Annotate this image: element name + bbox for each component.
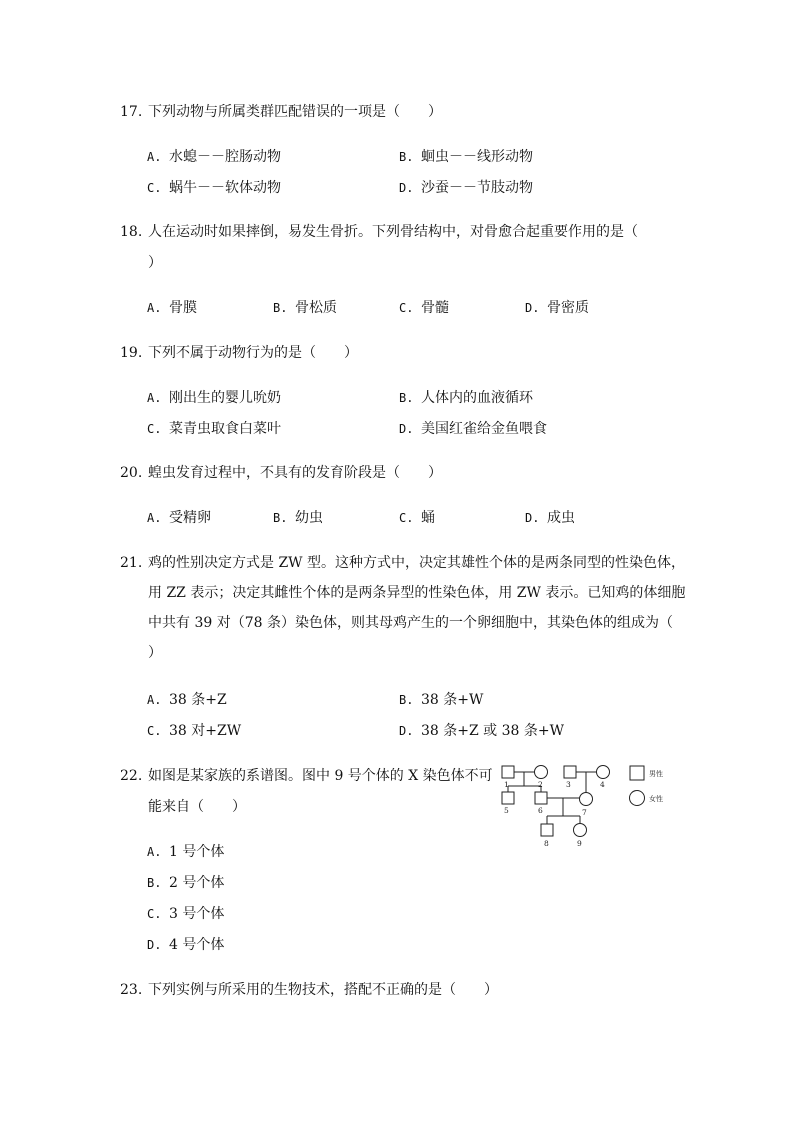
- option-a: A. 水螅－－腔肠动物: [147, 149, 281, 165]
- question-text: ）: [148, 255, 162, 271]
- pedigree-number: 7: [582, 808, 587, 817]
- option-a: A. 38 条+Z: [147, 692, 227, 708]
- question-text: 蝗虫发育过程中，不具有的发育阶段是（ ）: [148, 465, 442, 481]
- pedigree-number: 6: [538, 806, 543, 815]
- option-c: C. 38 对+ZW: [147, 723, 242, 739]
- question-text: 鸡的性别决定方式是 ZW 型。这种方式中，决定其雄性个体的是两条同型的性染色体，: [148, 555, 686, 571]
- option-c: C. 骨髓: [399, 300, 449, 316]
- male-symbol: [541, 824, 553, 836]
- pedigree-number: 8: [544, 839, 549, 848]
- question-number: 20.: [120, 465, 143, 481]
- option-b: B. 2 号个体: [147, 875, 225, 891]
- pedigree-number: 3: [566, 780, 571, 789]
- question-text: 用 ZZ 表示；决定其雌性个体的是两条异型的性染色体，用 ZW 表示。已知鸡的体细胞: [148, 585, 686, 601]
- option-b: B. 幼虫: [273, 510, 323, 526]
- question-number: 19.: [120, 345, 143, 361]
- option-d: D. 骨密质: [525, 300, 589, 316]
- option-b: B. 骨松质: [273, 300, 337, 316]
- female-symbol: [574, 824, 587, 837]
- question-text: 能来自（ ）: [148, 799, 246, 815]
- option-c: C. 蛹: [399, 510, 435, 526]
- option-c: C. 菜青虫取食白菜叶: [147, 421, 281, 437]
- legend-female-label: 女性: [649, 795, 663, 803]
- male-symbol: [564, 766, 576, 778]
- option-d: D. 沙蚕－－节肢动物: [399, 180, 533, 196]
- female-symbol: [535, 766, 548, 779]
- question-text: 如图是某家族的系谱图。图中 9 号个体的 X 染色体不可: [148, 768, 493, 784]
- option-d: D. 38 条+Z 或 38 条+W: [399, 723, 565, 739]
- question-text: 人在运动时如果摔倒，易发生骨折。下列骨结构中，对骨愈合起重要作用的是（: [148, 224, 638, 240]
- option-d: D. 成虫: [525, 510, 575, 526]
- option-d: D. 4 号个体: [147, 937, 225, 953]
- pedigree-number: 4: [600, 780, 605, 789]
- option-a: A. 骨膜: [147, 300, 197, 316]
- option-c: C. 3 号个体: [147, 906, 225, 922]
- question-number: 21.: [120, 555, 143, 571]
- question-text: 中共有 39 对（78 条）染色体，则其母鸡产生的一个卵细胞中，其染色体的组成为（: [148, 615, 673, 631]
- question-number: 17.: [120, 104, 143, 120]
- option-a: A. 刚出生的婴儿吮奶: [147, 390, 281, 406]
- pedigree-number: 9: [577, 839, 582, 848]
- female-symbol: [597, 766, 610, 779]
- question-number: 23.: [120, 982, 143, 998]
- option-d: D. 美国红雀给金鱼喂食: [399, 421, 547, 437]
- question-text: ）: [148, 645, 162, 661]
- option-b: B. 蛔虫－－线形动物: [399, 149, 533, 165]
- question-text: 下列实例与所采用的生物技术，搭配不正确的是（ ）: [148, 982, 498, 998]
- option-c: C. 蜗牛－－软体动物: [147, 180, 281, 196]
- legend-male-label: 男性: [649, 770, 663, 778]
- question-text: 下列动物与所属类群匹配错误的一项是（ ）: [148, 104, 442, 120]
- option-b: B. 人体内的血液循环: [399, 390, 533, 406]
- male-symbol: [535, 792, 547, 804]
- female-symbol: [580, 793, 593, 806]
- male-symbol: [502, 766, 514, 778]
- pedigree-number: 1: [504, 780, 509, 789]
- pedigree-number: 5: [504, 806, 509, 815]
- option-a: A. 1 号个体: [147, 844, 225, 860]
- option-a: A. 受精卵: [147, 510, 211, 526]
- option-b: B. 38 条+W: [399, 692, 484, 708]
- question-number: 18.: [120, 224, 143, 240]
- question-number: 22.: [120, 768, 143, 784]
- male-symbol: [502, 792, 514, 804]
- pedigree-diagram: [496, 760, 696, 860]
- legend-male-symbol: [630, 766, 644, 780]
- legend-female-symbol: [630, 791, 645, 806]
- question-text: 下列不属于动物行为的是（ ）: [148, 345, 358, 361]
- pedigree-number: 2: [538, 780, 543, 789]
